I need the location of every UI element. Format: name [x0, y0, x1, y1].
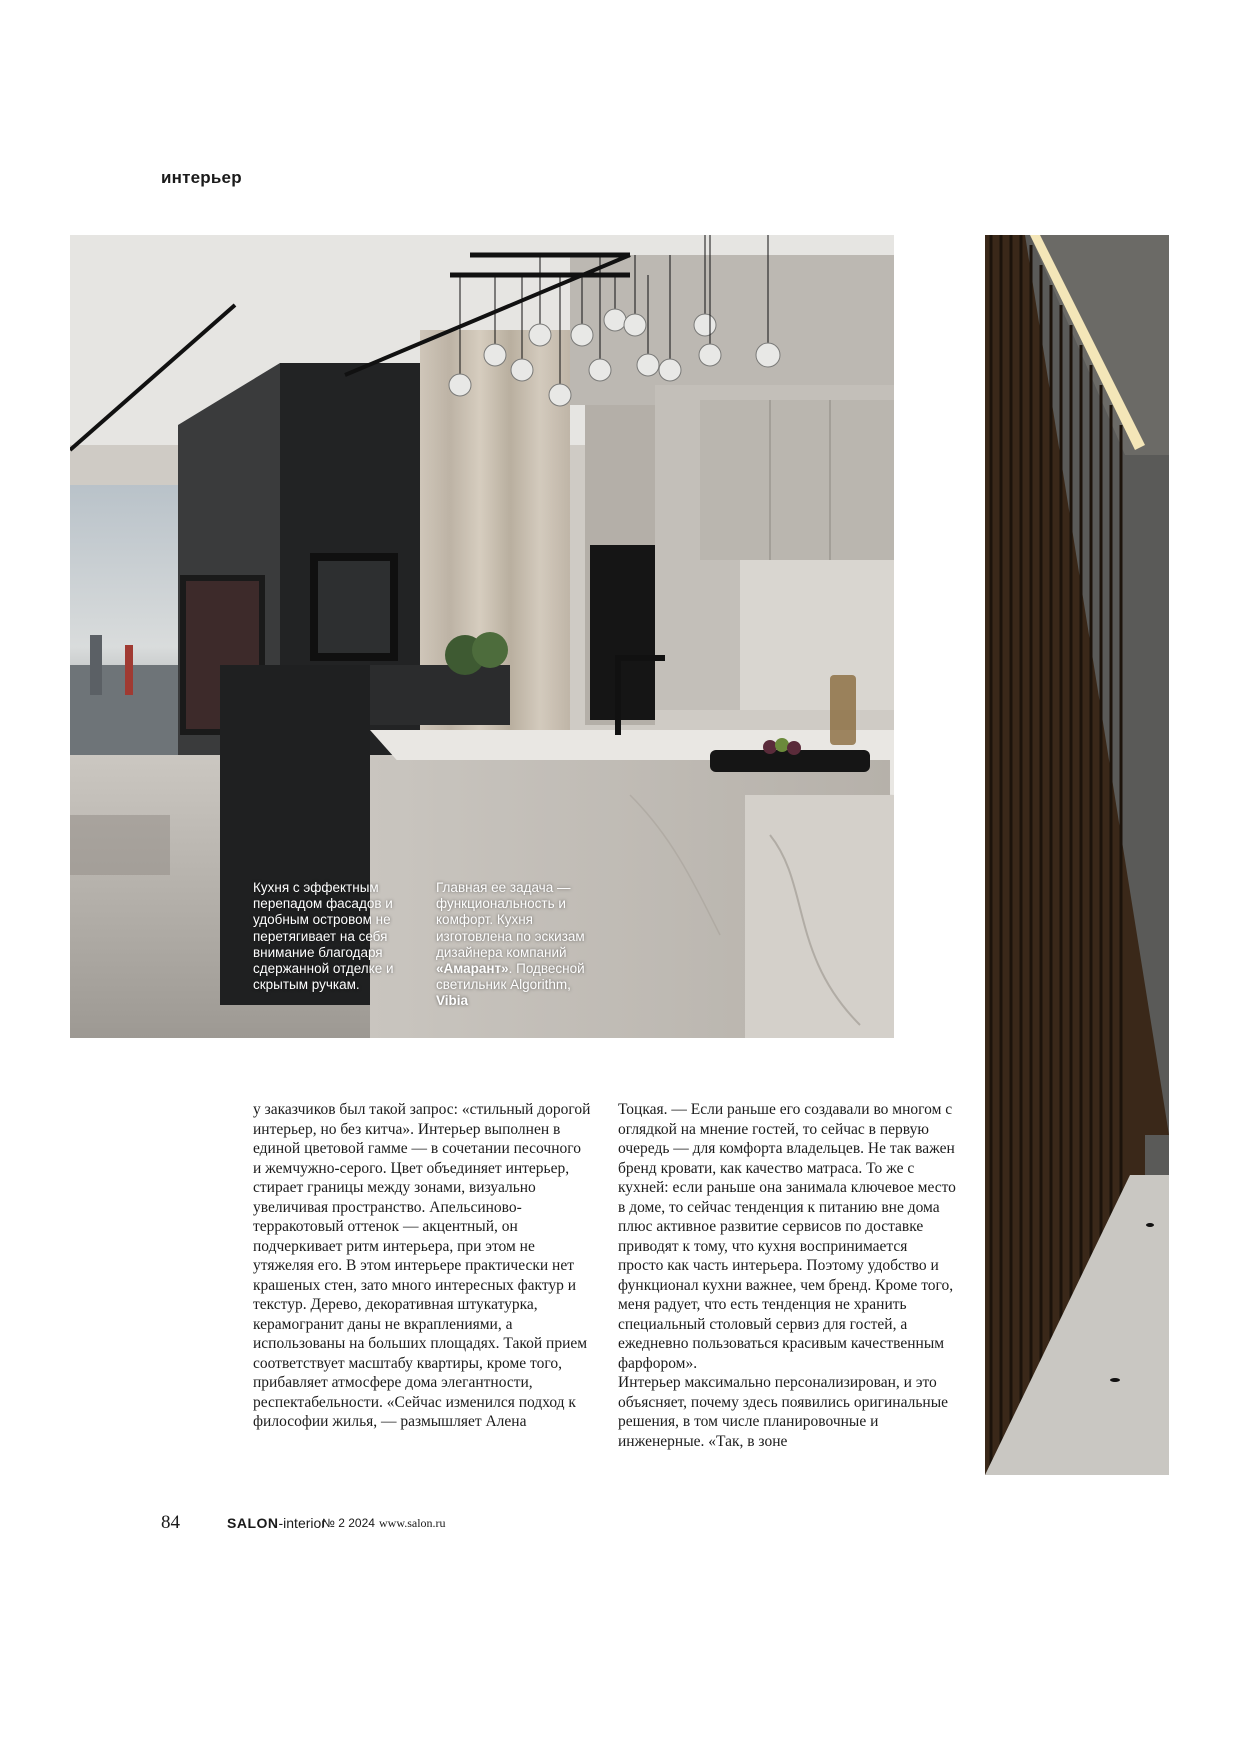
page-number: 84 [161, 1512, 180, 1533]
section-label: интерьер [161, 168, 242, 187]
body-column-2: Тоцкая. — Если раньше его создавали во многом с оглядкой на мнение гостей, то сейчас в первую очередь — для комфорта владельцев. Не так важен бренд кровати, как качество матраса. То же с кухней: если раньше она занимала ключевое место в доме, то сейчас тенденция к питанию вне дома плюс активное развитие сервисов по доставке приводят к тому, что кухня воспринимается просто как часть интерьера. Поэтому удобство и функционал кухни важнее, чем бренд. Кроме того, меня радует, что есть тенденция не хранить специальный столовый сервиз для гостей, а ежедневно пользоваться красивым качественным фарфором». Интерьер максимально персонализирован, и это объясняет, почему здесь появились оригинальные решения, в том числе планировочные и инженерные. «Так, в зоне [618, 1101, 956, 1450]
corridor-photo [985, 235, 1169, 1475]
kitchen-photo [70, 235, 894, 1038]
body-column-1: у заказчиков был такой запрос: «стильный дорогой интерьер, но без китча». Интерьер выполнен в единой цветовой гамме — в сочетании песочного и жемчужно-серого. Цвет объединяет интерьер, стирает границы между зонами, визуально увеличивая пространство. Апельсиново-терракотовый оттенок — акцентный, он подчеркивает ритм интерьера, при этом не утяжеляя его. В этом интерьере практически нет крашеных стен, зато много интересных фактур и текстур. Дерево, декоративная штукатурка, керамогранит даны не вкраплениями, а использованы на больших площадях. Такой прием соответствует масштабу квартиры, кроме того, прибавляет атмосфере дома элегантности, респектабельности. «Сейчас изменился подход к философии жилья, — размышляет Алена [253, 1101, 591, 1430]
corridor-illustration [985, 235, 1169, 1475]
page-footer [161, 1512, 561, 1536]
issue-number: № 2 2024 [322, 1516, 375, 1530]
website-link[interactable]: www.salon.ru [379, 1516, 446, 1530]
photo-caption-right: Главная ее задача — функциональность и комфорт. Кухня изготовлена по эскизам дизайнера компаний «Амарант». Подвесной светильник Algorithm, Vibia [436, 880, 585, 1009]
magazine-brand: SALON-interior [227, 1515, 326, 1531]
photo-caption-left: Кухня с эффектным перепадом фасадов и удобным островом не перетягивает на себя внимание благодаря сдержанной отделке и скрытым ручкам. [253, 880, 394, 993]
